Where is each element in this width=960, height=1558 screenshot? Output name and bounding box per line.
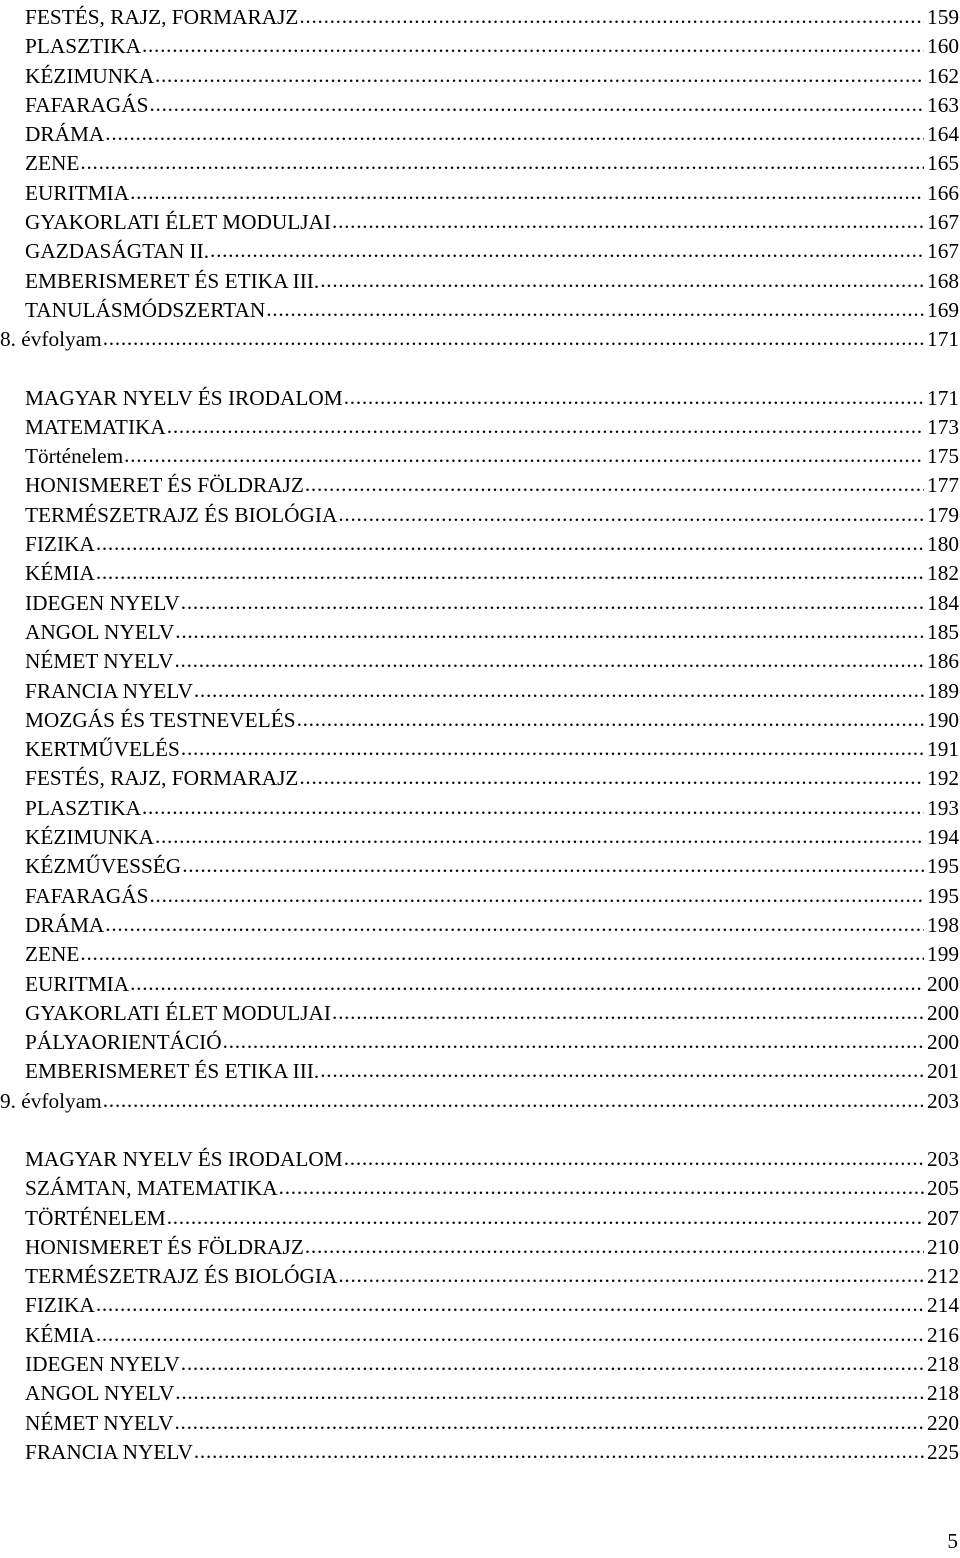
toc-entry-page: 199 — [927, 942, 959, 967]
toc-entry[interactable] — [0, 1321, 960, 1350]
toc-entry-page: 218 — [927, 1381, 959, 1406]
group-spacer — [0, 1116, 960, 1145]
toc-entry-title: 8. évfolyam — [0, 327, 102, 352]
dot-leader — [181, 735, 924, 763]
toc-entry[interactable] — [0, 970, 960, 999]
toc-entry-title: KÉZIMUNKA — [25, 63, 154, 88]
toc-entry-title: DRÁMA — [25, 912, 105, 937]
dot-leader — [149, 91, 924, 119]
toc-entry-title: PÁLYAORIENTÁCIÓ — [25, 1030, 222, 1055]
toc-entry-page: 203 — [927, 1088, 959, 1113]
dot-leader — [167, 413, 924, 441]
toc-entry-page: 165 — [927, 151, 959, 176]
toc-entry-page: 171 — [927, 385, 959, 410]
toc-entry[interactable] — [0, 764, 960, 793]
toc-entry-page: 180 — [927, 532, 959, 557]
toc-entry-page: 203 — [927, 1146, 959, 1171]
toc-entry-title: 9. évfolyam — [0, 1088, 102, 1113]
toc-entry-title: TERMÉSZETRAJZ ÉS BIOLÓGIA — [25, 502, 338, 527]
toc-entry-title: FRANCIA NYELV — [25, 1439, 193, 1464]
dot-leader — [175, 1409, 925, 1437]
toc-entry-page: 191 — [927, 737, 959, 762]
dot-leader — [105, 120, 924, 148]
toc-entry-page: 179 — [927, 502, 959, 527]
toc-entry-page: 210 — [927, 1234, 959, 1259]
toc-entry[interactable] — [0, 413, 960, 442]
toc-entry-title: EURITMIA — [25, 971, 130, 996]
dot-leader — [279, 1174, 924, 1202]
toc-entry[interactable] — [0, 677, 960, 706]
toc-entry-page: 163 — [927, 92, 959, 117]
toc-entry-title: KÉMIA — [25, 561, 95, 586]
toc-entry-title: ZENE — [25, 151, 80, 176]
toc-entry[interactable] — [0, 296, 960, 325]
toc-entry[interactable] — [0, 618, 960, 647]
dot-leader — [124, 442, 924, 470]
toc-entry-title: NÉMET NYELV — [25, 1410, 174, 1435]
dot-leader — [194, 677, 924, 705]
toc-entry-page: 160 — [927, 34, 959, 59]
toc-entry-title: SZÁMTAN, MATEMATIKA — [25, 1176, 278, 1201]
toc-entry-page: 198 — [927, 912, 959, 937]
dot-leader — [96, 1321, 924, 1349]
dot-leader — [344, 1145, 924, 1173]
toc-entry[interactable] — [0, 823, 960, 852]
toc-entry[interactable] — [0, 530, 960, 559]
dot-leader — [96, 559, 924, 587]
toc-entry-page: 207 — [927, 1205, 959, 1230]
toc-entry-page: 173 — [927, 414, 959, 439]
toc-entry[interactable] — [0, 852, 960, 881]
toc-entry[interactable] — [0, 794, 960, 823]
dot-leader — [299, 3, 924, 31]
toc-entry[interactable] — [0, 911, 960, 940]
toc-entry-page: 214 — [927, 1293, 959, 1318]
toc-group — [0, 1145, 960, 1467]
toc-entry[interactable] — [0, 1233, 960, 1262]
toc-entry[interactable] — [0, 1291, 960, 1320]
toc-entry-title: MATEMATIKA — [25, 414, 166, 439]
toc-entry-title: EMBERISMERET ÉS ETIKA III. — [25, 268, 320, 293]
toc-entry-page: 220 — [927, 1410, 959, 1435]
toc-entry-title: MOZGÁS ÉS TESTNEVELÉS — [25, 707, 296, 732]
toc-entry[interactable] — [0, 1379, 960, 1408]
dot-leader — [80, 149, 924, 177]
toc-entry[interactable] — [0, 1438, 960, 1467]
toc-entry-page: 200 — [927, 971, 959, 996]
dot-leader — [96, 1291, 924, 1319]
toc-entry-title: ANGOL NYELV — [25, 1381, 175, 1406]
toc-entry-title: IDEGEN NYELV — [25, 590, 180, 615]
toc-group — [0, 3, 960, 355]
toc-entry-title: Történelem — [25, 444, 124, 469]
toc-section-entry[interactable] — [0, 325, 960, 354]
toc-entry-page: 166 — [927, 180, 959, 205]
toc-entry-page: 205 — [927, 1176, 959, 1201]
toc-entry-page: 201 — [927, 1059, 959, 1084]
toc-entry-title: MAGYAR NYELV ÉS IRODALOM — [25, 385, 343, 410]
toc-entry-page: 185 — [927, 619, 959, 644]
toc-entry-page: 159 — [927, 5, 959, 29]
dot-leader — [155, 823, 924, 851]
toc-entry-title: KÉZIMUNKA — [25, 825, 154, 850]
toc-entry[interactable] — [0, 1350, 960, 1379]
dot-leader — [223, 1028, 924, 1056]
toc-entry-page: 212 — [927, 1264, 959, 1289]
dot-leader — [332, 208, 924, 236]
dot-leader — [320, 1057, 924, 1085]
toc-entry-page: 177 — [927, 473, 959, 498]
dot-leader — [344, 384, 924, 412]
toc-entry[interactable] — [0, 589, 960, 618]
toc-entry-page: 200 — [927, 1000, 959, 1025]
toc-entry-page: 193 — [927, 795, 959, 820]
group-spacer — [0, 355, 960, 384]
toc-entry-page: 192 — [927, 766, 959, 791]
toc-entry-title: FAFARAGÁS — [25, 883, 149, 908]
toc-entry[interactable] — [0, 267, 960, 296]
dot-leader — [181, 589, 924, 617]
toc-entry-title: PLASZTIKA — [25, 34, 141, 59]
toc-entry[interactable] — [0, 735, 960, 764]
toc-entry-page: 200 — [927, 1030, 959, 1055]
toc-section-entry[interactable] — [0, 1087, 960, 1116]
toc-entry-page: 194 — [927, 825, 959, 850]
toc-entry-title: TANULÁSMÓDSZERTAN — [25, 297, 266, 322]
toc-entry[interactable] — [0, 1145, 960, 1174]
toc-entry[interactable] — [0, 647, 960, 676]
toc-entry-title: FAFARAGÁS — [25, 92, 149, 117]
dot-leader — [175, 647, 925, 675]
toc-entry-title: KÉZMŰVESSÉG — [25, 854, 182, 879]
toc-entry-title: EURITMIA — [25, 180, 130, 205]
dot-leader — [181, 1350, 924, 1378]
toc-entry-page: 169 — [927, 297, 959, 322]
toc-entry[interactable] — [0, 1409, 960, 1438]
toc-entry[interactable] — [0, 559, 960, 588]
toc-entry-title: NÉMET NYELV — [25, 649, 174, 674]
dot-leader — [210, 237, 924, 265]
toc-entry[interactable] — [0, 501, 960, 530]
toc-entry[interactable] — [0, 237, 960, 266]
toc-entry-title: TÖRTÉNELEM — [25, 1205, 166, 1230]
dot-leader — [130, 970, 924, 998]
toc-entry-title: TERMÉSZETRAJZ ÉS BIOLÓGIA — [25, 1264, 338, 1289]
toc-entry-title: GYAKORLATI ÉLET MODULJAI — [25, 1000, 332, 1025]
dot-leader — [305, 471, 924, 499]
dot-leader — [175, 1379, 924, 1407]
toc-entry-title: FIZIKA — [25, 1293, 95, 1318]
toc-entry-page: 167 — [927, 239, 959, 264]
toc-entry-title: HONISMERET ÉS FÖLDRAJZ — [25, 473, 304, 498]
toc-entry-page: 167 — [927, 210, 959, 235]
dot-leader — [142, 794, 924, 822]
toc-entry-title: GAZDASÁGTAN II. — [25, 239, 210, 264]
toc-entry-page: 162 — [927, 63, 959, 88]
toc-entry[interactable] — [0, 1057, 960, 1086]
toc-entry[interactable] — [0, 32, 960, 61]
toc-entry[interactable] — [0, 442, 960, 471]
toc-entry-page: 225 — [927, 1439, 959, 1464]
toc-entry-page: 195 — [927, 883, 959, 908]
toc-entry[interactable] — [0, 179, 960, 208]
toc-entry[interactable] — [0, 149, 960, 178]
toc-entry-page: 182 — [927, 561, 959, 586]
dot-leader — [338, 1262, 924, 1290]
toc-entry-title: PLASZTIKA — [25, 795, 141, 820]
toc-entry-title: FESTÉS, RAJZ, FORMARAJZ — [25, 766, 299, 791]
toc-entry-title: IDEGEN NYELV — [25, 1352, 180, 1377]
toc-entry[interactable] — [0, 1204, 960, 1233]
toc-entry[interactable] — [0, 91, 960, 120]
toc-entry-page: 186 — [927, 649, 959, 674]
dot-leader — [182, 852, 924, 880]
toc-entry-title: FRANCIA NYELV — [25, 678, 193, 703]
toc-entry[interactable] — [0, 1174, 960, 1203]
dot-leader — [103, 1087, 924, 1115]
toc-entry[interactable] — [0, 1262, 960, 1291]
toc-entry-page: 190 — [927, 707, 959, 732]
toc-entry-title: ANGOL NYELV — [25, 619, 175, 644]
toc-entry-page: 189 — [927, 678, 959, 703]
toc-entry-title: EMBERISMERET ÉS ETIKA III. — [25, 1059, 320, 1084]
dot-leader — [175, 618, 924, 646]
dot-leader — [105, 911, 924, 939]
dot-leader — [103, 325, 924, 353]
toc-entry-title: FESTÉS, RAJZ, FORMARAJZ — [25, 5, 299, 29]
dot-leader — [338, 501, 924, 529]
dot-leader — [142, 32, 924, 60]
dot-leader — [297, 706, 924, 734]
toc-entry[interactable] — [0, 3, 960, 32]
dot-leader — [96, 530, 924, 558]
toc-entry[interactable] — [0, 384, 960, 413]
toc-entry[interactable] — [0, 940, 960, 969]
toc-entry-title: MAGYAR NYELV ÉS IRODALOM — [25, 1146, 343, 1171]
toc-entry-page: 218 — [927, 1352, 959, 1377]
dot-leader — [194, 1438, 924, 1466]
toc-entry-page: 171 — [927, 327, 959, 352]
dot-leader — [130, 179, 924, 207]
toc-entry-title: KÉMIA — [25, 1322, 95, 1347]
toc-entry-title: GYAKORLATI ÉLET MODULJAI — [25, 210, 332, 235]
dot-leader — [320, 267, 924, 295]
dot-leader — [149, 882, 924, 910]
dot-leader — [266, 296, 924, 324]
toc-entry-page: 164 — [927, 122, 959, 147]
toc-entry[interactable] — [0, 706, 960, 735]
toc-entry[interactable] — [0, 471, 960, 500]
toc-entry-page: 184 — [927, 590, 959, 615]
dot-leader — [80, 940, 924, 968]
page-number: 5 — [947, 1529, 958, 1553]
toc-entry-title: HONISMERET ÉS FÖLDRAJZ — [25, 1234, 304, 1259]
toc-entry-page: 168 — [927, 268, 959, 293]
toc-entry-title: DRÁMA — [25, 122, 105, 147]
dot-leader — [155, 62, 924, 90]
toc-entry[interactable] — [0, 1028, 960, 1057]
toc-entry[interactable] — [0, 62, 960, 91]
table-of-contents — [0, 3, 960, 1467]
toc-entry-title: FIZIKA — [25, 532, 95, 557]
toc-group — [0, 384, 960, 1116]
toc-entry[interactable] — [0, 882, 960, 911]
dot-leader — [299, 764, 924, 792]
toc-entry-title: KERTMŰVELÉS — [25, 737, 180, 762]
dot-leader — [332, 999, 924, 1027]
dot-leader — [167, 1204, 924, 1232]
dot-leader — [305, 1233, 924, 1261]
toc-entry[interactable] — [0, 120, 960, 149]
toc-entry-title: ZENE — [25, 942, 80, 967]
toc-entry-page: 195 — [927, 854, 959, 879]
toc-entry-page: 175 — [927, 444, 959, 469]
toc-entry-page: 216 — [927, 1322, 959, 1347]
toc-entry[interactable] — [0, 999, 960, 1028]
toc-entry[interactable] — [0, 208, 960, 237]
